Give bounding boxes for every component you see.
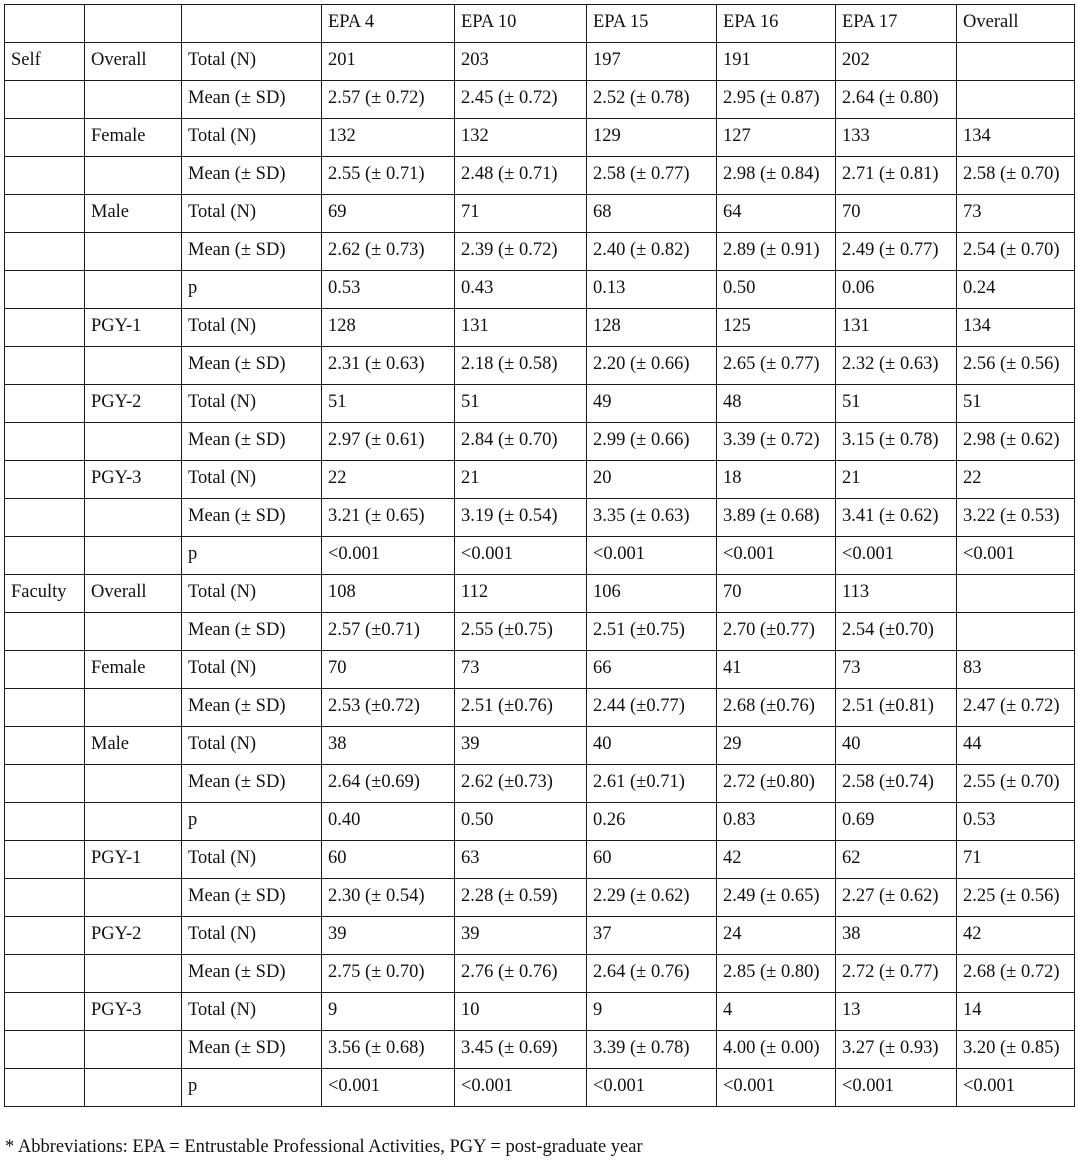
- cell-epa-16: 2.72 (±0.80): [717, 765, 836, 803]
- cell-measure: Total (N): [182, 119, 322, 157]
- cell-epa-10: 3.19 (± 0.54): [455, 499, 587, 537]
- cell-epa-15: 2.58 (± 0.77): [587, 157, 717, 195]
- cell-epa-10: <0.001: [455, 1069, 587, 1107]
- table-row: [5, 1069, 1075, 1107]
- cell-measure: Mean (± SD): [182, 1031, 322, 1069]
- cell-epa-15: 2.20 (± 0.66): [587, 347, 717, 385]
- cell-subgroup: [85, 81, 182, 119]
- header-cell-epa-4: EPA 4: [322, 5, 455, 43]
- cell-epa-15: 49: [587, 385, 717, 423]
- table-row: [5, 385, 1075, 423]
- cell-epa-10: 3.45 (± 0.69): [455, 1031, 587, 1069]
- table-row: [5, 537, 1075, 575]
- table-row: [5, 499, 1075, 537]
- cell-epa-16: 2.95 (± 0.87): [717, 81, 836, 119]
- cell-epa-16: 0.83: [717, 803, 836, 841]
- cell-group: [5, 537, 85, 575]
- cell-overall: 2.56 (± 0.56): [957, 347, 1075, 385]
- cell-epa-4: 3.56 (± 0.68): [322, 1031, 455, 1069]
- cell-epa-4: <0.001: [322, 537, 455, 575]
- cell-epa-16: 127: [717, 119, 836, 157]
- cell-epa-16: 48: [717, 385, 836, 423]
- cell-measure: Total (N): [182, 309, 322, 347]
- cell-epa-4: 2.31 (± 0.63): [322, 347, 455, 385]
- cell-epa-10: 39: [455, 727, 587, 765]
- cell-epa-4: 22: [322, 461, 455, 499]
- cell-epa-16: 2.70 (±0.77): [717, 613, 836, 651]
- cell-epa-17: 73: [836, 651, 957, 689]
- cell-epa-4: 2.57 (±0.71): [322, 613, 455, 651]
- cell-epa-4: 2.55 (± 0.71): [322, 157, 455, 195]
- cell-epa-10: 2.39 (± 0.72): [455, 233, 587, 271]
- cell-measure: Total (N): [182, 651, 322, 689]
- cell-epa-16: 2.68 (±0.76): [717, 689, 836, 727]
- cell-group: [5, 727, 85, 765]
- cell-group: [5, 347, 85, 385]
- cell-overall: 51: [957, 385, 1075, 423]
- cell-group: [5, 1031, 85, 1069]
- cell-epa-4: 70: [322, 651, 455, 689]
- cell-overall: 2.47 (± 0.72): [957, 689, 1075, 727]
- cell-epa-15: <0.001: [587, 537, 717, 575]
- cell-overall: 0.53: [957, 803, 1075, 841]
- cell-measure: Total (N): [182, 575, 322, 613]
- cell-epa-17: 2.64 (± 0.80): [836, 81, 957, 119]
- cell-epa-17: 70: [836, 195, 957, 233]
- cell-group: [5, 233, 85, 271]
- cell-epa-4: 128: [322, 309, 455, 347]
- cell-overall: 2.98 (± 0.62): [957, 423, 1075, 461]
- cell-epa-17: 2.72 (± 0.77): [836, 955, 957, 993]
- cell-measure: Mean (± SD): [182, 81, 322, 119]
- table-row: [5, 309, 1075, 347]
- cell-epa-17: 2.27 (± 0.62): [836, 879, 957, 917]
- cell-epa-15: 0.26: [587, 803, 717, 841]
- cell-epa-4: 9: [322, 993, 455, 1031]
- header-cell-overall: Overall: [957, 5, 1075, 43]
- table-row: [5, 765, 1075, 803]
- cell-epa-15: <0.001: [587, 1069, 717, 1107]
- cell-group: [5, 1069, 85, 1107]
- cell-overall: 22: [957, 461, 1075, 499]
- cell-subgroup: [85, 613, 182, 651]
- table-row: [5, 955, 1075, 993]
- cell-epa-16: 2.49 (± 0.65): [717, 879, 836, 917]
- cell-subgroup: Male: [85, 727, 182, 765]
- cell-epa-10: 2.48 (± 0.71): [455, 157, 587, 195]
- cell-epa-17: 113: [836, 575, 957, 613]
- cell-measure: Total (N): [182, 917, 322, 955]
- cell-measure: Mean (± SD): [182, 499, 322, 537]
- cell-group: Faculty: [5, 575, 85, 613]
- cell-subgroup: PGY-2: [85, 917, 182, 955]
- cell-epa-15: 2.51 (±0.75): [587, 613, 717, 651]
- table-row: [5, 347, 1075, 385]
- cell-group: [5, 689, 85, 727]
- cell-epa-15: 2.44 (±0.77): [587, 689, 717, 727]
- cell-overall: 44: [957, 727, 1075, 765]
- cell-subgroup: [85, 803, 182, 841]
- cell-epa-15: 60: [587, 841, 717, 879]
- cell-epa-4: 2.97 (± 0.61): [322, 423, 455, 461]
- cell-epa-10: 2.28 (± 0.59): [455, 879, 587, 917]
- cell-epa-10: 2.51 (±0.76): [455, 689, 587, 727]
- header-cell-group: [5, 5, 85, 43]
- table-row: [5, 917, 1075, 955]
- cell-epa-4: 2.53 (±0.72): [322, 689, 455, 727]
- cell-group: [5, 955, 85, 993]
- cell-subgroup: [85, 689, 182, 727]
- cell-epa-15: 2.64 (± 0.76): [587, 955, 717, 993]
- cell-epa-4: 132: [322, 119, 455, 157]
- table-row: [5, 879, 1075, 917]
- cell-measure: Mean (± SD): [182, 765, 322, 803]
- cell-epa-4: 0.53: [322, 271, 455, 309]
- cell-epa-16: 4.00 (± 0.00): [717, 1031, 836, 1069]
- cell-measure: Mean (± SD): [182, 689, 322, 727]
- cell-overall: [957, 613, 1075, 651]
- cell-overall: 42: [957, 917, 1075, 955]
- cell-subgroup: [85, 955, 182, 993]
- cell-subgroup: [85, 499, 182, 537]
- cell-epa-17: 0.69: [836, 803, 957, 841]
- cell-epa-4: 2.75 (± 0.70): [322, 955, 455, 993]
- cell-epa-10: 0.43: [455, 271, 587, 309]
- cell-epa-15: 197: [587, 43, 717, 81]
- cell-epa-4: 0.40: [322, 803, 455, 841]
- epa-data-table: [4, 4, 1075, 1107]
- cell-group: [5, 765, 85, 803]
- cell-epa-10: 2.84 (± 0.70): [455, 423, 587, 461]
- cell-overall: [957, 43, 1075, 81]
- cell-epa-17: 2.51 (±0.81): [836, 689, 957, 727]
- cell-epa-15: 0.13: [587, 271, 717, 309]
- cell-epa-17: <0.001: [836, 537, 957, 575]
- cell-measure: Total (N): [182, 727, 322, 765]
- cell-group: [5, 119, 85, 157]
- cell-overall: 3.20 (± 0.85): [957, 1031, 1075, 1069]
- cell-epa-17: 202: [836, 43, 957, 81]
- cell-epa-16: <0.001: [717, 537, 836, 575]
- cell-overall: 2.55 (± 0.70): [957, 765, 1075, 803]
- table-row: [5, 157, 1075, 195]
- cell-epa-16: 24: [717, 917, 836, 955]
- cell-subgroup: Overall: [85, 43, 182, 81]
- cell-epa-16: 4: [717, 993, 836, 1031]
- cell-overall: [957, 575, 1075, 613]
- cell-epa-4: 2.64 (±0.69): [322, 765, 455, 803]
- header-cell-measure: [182, 5, 322, 43]
- cell-epa-10: 71: [455, 195, 587, 233]
- cell-subgroup: PGY-1: [85, 841, 182, 879]
- cell-epa-10: 2.55 (±0.75): [455, 613, 587, 651]
- cell-subgroup: [85, 537, 182, 575]
- cell-epa-17: 40: [836, 727, 957, 765]
- cell-epa-17: 13: [836, 993, 957, 1031]
- cell-epa-10: 10: [455, 993, 587, 1031]
- cell-epa-16: 2.89 (± 0.91): [717, 233, 836, 271]
- cell-epa-16: 64: [717, 195, 836, 233]
- cell-epa-17: 3.15 (± 0.78): [836, 423, 957, 461]
- cell-overall: 134: [957, 119, 1075, 157]
- cell-epa-16: 29: [717, 727, 836, 765]
- cell-epa-10: 2.76 (± 0.76): [455, 955, 587, 993]
- cell-epa-17: 3.27 (± 0.93): [836, 1031, 957, 1069]
- cell-epa-17: 2.32 (± 0.63): [836, 347, 957, 385]
- cell-epa-16: 2.85 (± 0.80): [717, 955, 836, 993]
- cell-overall: 83: [957, 651, 1075, 689]
- cell-measure: Mean (± SD): [182, 879, 322, 917]
- cell-measure: Total (N): [182, 195, 322, 233]
- cell-epa-4: 3.21 (± 0.65): [322, 499, 455, 537]
- cell-epa-15: 37: [587, 917, 717, 955]
- cell-overall: 2.25 (± 0.56): [957, 879, 1075, 917]
- cell-epa-17: 51: [836, 385, 957, 423]
- cell-epa-17: 2.49 (± 0.77): [836, 233, 957, 271]
- cell-group: [5, 195, 85, 233]
- cell-epa-16: 191: [717, 43, 836, 81]
- cell-overall: 2.68 (± 0.72): [957, 955, 1075, 993]
- cell-measure: Mean (± SD): [182, 233, 322, 271]
- cell-epa-17: 2.71 (± 0.81): [836, 157, 957, 195]
- table-row: [5, 613, 1075, 651]
- cell-overall: 134: [957, 309, 1075, 347]
- cell-subgroup: [85, 765, 182, 803]
- table-row: [5, 841, 1075, 879]
- cell-group: [5, 385, 85, 423]
- table-row: [5, 993, 1075, 1031]
- cell-epa-10: 2.62 (±0.73): [455, 765, 587, 803]
- cell-epa-15: 40: [587, 727, 717, 765]
- cell-epa-4: 69: [322, 195, 455, 233]
- cell-group: [5, 993, 85, 1031]
- cell-overall: <0.001: [957, 537, 1075, 575]
- cell-epa-17: 3.41 (± 0.62): [836, 499, 957, 537]
- header-cell-epa-16: EPA 16: [717, 5, 836, 43]
- cell-group: [5, 157, 85, 195]
- cell-epa-10: 0.50: [455, 803, 587, 841]
- header-cell-subgroup: [85, 5, 182, 43]
- table-row: [5, 651, 1075, 689]
- cell-subgroup: PGY-2: [85, 385, 182, 423]
- cell-epa-16: 18: [717, 461, 836, 499]
- table-row: [5, 195, 1075, 233]
- cell-epa-10: 112: [455, 575, 587, 613]
- cell-epa-10: <0.001: [455, 537, 587, 575]
- cell-epa-15: 66: [587, 651, 717, 689]
- cell-epa-15: 2.61 (±0.71): [587, 765, 717, 803]
- table-row: [5, 271, 1075, 309]
- cell-epa-4: 2.30 (± 0.54): [322, 879, 455, 917]
- cell-epa-16: 2.65 (± 0.77): [717, 347, 836, 385]
- cell-epa-17: 2.58 (±0.74): [836, 765, 957, 803]
- cell-epa-15: 2.99 (± 0.66): [587, 423, 717, 461]
- table-row: [5, 81, 1075, 119]
- table-row: [5, 43, 1075, 81]
- cell-epa-4: 38: [322, 727, 455, 765]
- cell-epa-16: 2.98 (± 0.84): [717, 157, 836, 195]
- cell-group: [5, 879, 85, 917]
- cell-subgroup: [85, 271, 182, 309]
- cell-epa-4: 2.57 (± 0.72): [322, 81, 455, 119]
- cell-subgroup: Female: [85, 651, 182, 689]
- table-row: [5, 119, 1075, 157]
- cell-overall: [957, 81, 1075, 119]
- cell-group: [5, 841, 85, 879]
- cell-measure: Total (N): [182, 43, 322, 81]
- footnote: * Abbreviations: EPA = Entrustable Professional Activities, PGY = post-graduate year: [5, 1137, 643, 1157]
- header-cell-epa-10: EPA 10: [455, 5, 587, 43]
- cell-epa-4: 60: [322, 841, 455, 879]
- table-row: [5, 461, 1075, 499]
- cell-epa-17: 62: [836, 841, 957, 879]
- header-cell-epa-17: EPA 17: [836, 5, 957, 43]
- cell-overall: 0.24: [957, 271, 1075, 309]
- cell-epa-15: 9: [587, 993, 717, 1031]
- cell-overall: 14: [957, 993, 1075, 1031]
- cell-epa-15: 2.40 (± 0.82): [587, 233, 717, 271]
- cell-group: [5, 423, 85, 461]
- cell-overall: 3.22 (± 0.53): [957, 499, 1075, 537]
- table-row: [5, 689, 1075, 727]
- cell-measure: p: [182, 537, 322, 575]
- cell-epa-17: 133: [836, 119, 957, 157]
- cell-epa-10: 132: [455, 119, 587, 157]
- cell-overall: 2.58 (± 0.70): [957, 157, 1075, 195]
- cell-epa-10: 39: [455, 917, 587, 955]
- cell-measure: Total (N): [182, 461, 322, 499]
- cell-measure: p: [182, 271, 322, 309]
- cell-measure: Total (N): [182, 385, 322, 423]
- cell-epa-17: 131: [836, 309, 957, 347]
- cell-epa-15: 2.29 (± 0.62): [587, 879, 717, 917]
- cell-overall: 2.54 (± 0.70): [957, 233, 1075, 271]
- cell-epa-17: <0.001: [836, 1069, 957, 1107]
- table-row: [5, 233, 1075, 271]
- cell-measure: Total (N): [182, 841, 322, 879]
- cell-epa-4: 39: [322, 917, 455, 955]
- cell-epa-17: 0.06: [836, 271, 957, 309]
- cell-group: Self: [5, 43, 85, 81]
- cell-epa-15: 3.35 (± 0.63): [587, 499, 717, 537]
- cell-overall: 71: [957, 841, 1075, 879]
- cell-group: [5, 271, 85, 309]
- cell-group: [5, 613, 85, 651]
- cell-epa-16: 0.50: [717, 271, 836, 309]
- cell-measure: Mean (± SD): [182, 157, 322, 195]
- cell-epa-15: 2.52 (± 0.78): [587, 81, 717, 119]
- cell-epa-16: 42: [717, 841, 836, 879]
- cell-subgroup: PGY-3: [85, 461, 182, 499]
- cell-epa-16: 125: [717, 309, 836, 347]
- cell-group: [5, 499, 85, 537]
- cell-group: [5, 309, 85, 347]
- cell-epa-16: 41: [717, 651, 836, 689]
- cell-measure: Mean (± SD): [182, 955, 322, 993]
- cell-epa-4: 108: [322, 575, 455, 613]
- cell-epa-10: 63: [455, 841, 587, 879]
- cell-epa-15: 3.39 (± 0.78): [587, 1031, 717, 1069]
- cell-epa-16: 3.39 (± 0.72): [717, 423, 836, 461]
- cell-group: [5, 461, 85, 499]
- cell-subgroup: Male: [85, 195, 182, 233]
- cell-epa-15: 129: [587, 119, 717, 157]
- cell-epa-10: 2.18 (± 0.58): [455, 347, 587, 385]
- cell-subgroup: PGY-1: [85, 309, 182, 347]
- cell-group: [5, 81, 85, 119]
- cell-measure: Mean (± SD): [182, 423, 322, 461]
- header-cell-epa-15: EPA 15: [587, 5, 717, 43]
- cell-subgroup: Overall: [85, 575, 182, 613]
- cell-epa-4: <0.001: [322, 1069, 455, 1107]
- cell-subgroup: [85, 347, 182, 385]
- cell-subgroup: [85, 879, 182, 917]
- cell-epa-10: 21: [455, 461, 587, 499]
- cell-subgroup: [85, 1031, 182, 1069]
- cell-measure: p: [182, 803, 322, 841]
- cell-group: [5, 803, 85, 841]
- cell-epa-10: 51: [455, 385, 587, 423]
- cell-epa-15: 68: [587, 195, 717, 233]
- cell-subgroup: [85, 1069, 182, 1107]
- cell-epa-10: 131: [455, 309, 587, 347]
- cell-epa-15: 20: [587, 461, 717, 499]
- cell-epa-17: 21: [836, 461, 957, 499]
- cell-epa-17: 2.54 (±0.70): [836, 613, 957, 651]
- cell-epa-16: 70: [717, 575, 836, 613]
- cell-subgroup: [85, 233, 182, 271]
- cell-epa-16: 3.89 (± 0.68): [717, 499, 836, 537]
- cell-group: [5, 651, 85, 689]
- cell-group: [5, 917, 85, 955]
- cell-measure: p: [182, 1069, 322, 1107]
- cell-measure: Mean (± SD): [182, 347, 322, 385]
- cell-measure: Mean (± SD): [182, 613, 322, 651]
- cell-epa-16: <0.001: [717, 1069, 836, 1107]
- cell-subgroup: PGY-3: [85, 993, 182, 1031]
- table-row: [5, 727, 1075, 765]
- cell-epa-4: 201: [322, 43, 455, 81]
- cell-measure: Total (N): [182, 993, 322, 1031]
- cell-subgroup: [85, 423, 182, 461]
- header-row: [5, 5, 1075, 43]
- cell-epa-4: 2.62 (± 0.73): [322, 233, 455, 271]
- table-row: [5, 1031, 1075, 1069]
- cell-subgroup: Female: [85, 119, 182, 157]
- table-row: [5, 803, 1075, 841]
- cell-overall: 73: [957, 195, 1075, 233]
- table-row: [5, 575, 1075, 613]
- table-row: [5, 423, 1075, 461]
- cell-epa-15: 106: [587, 575, 717, 613]
- cell-subgroup: [85, 157, 182, 195]
- cell-overall: <0.001: [957, 1069, 1075, 1107]
- cell-epa-10: 2.45 (± 0.72): [455, 81, 587, 119]
- cell-epa-10: 73: [455, 651, 587, 689]
- cell-epa-4: 51: [322, 385, 455, 423]
- cell-epa-10: 203: [455, 43, 587, 81]
- cell-epa-15: 128: [587, 309, 717, 347]
- cell-epa-17: 38: [836, 917, 957, 955]
